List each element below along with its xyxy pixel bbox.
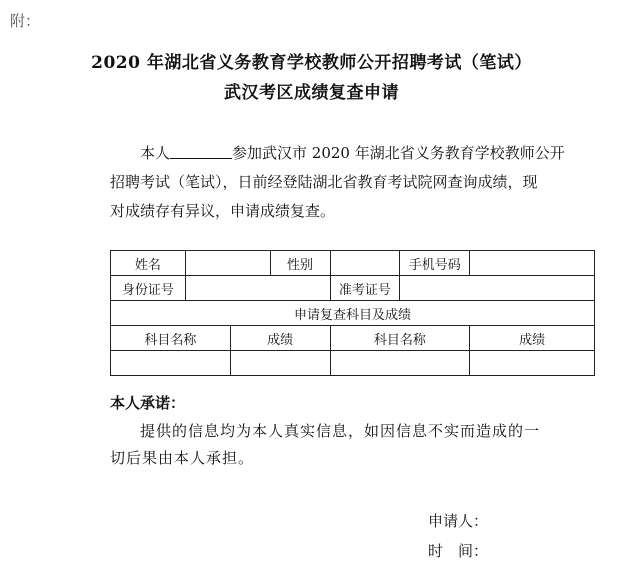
form-row-subject-entries	[111, 351, 595, 376]
application-form-table	[110, 250, 595, 376]
exam-number-field[interactable]	[400, 276, 595, 301]
application-line-3: 对成绩存有异议，申请成绩复查。	[110, 202, 336, 220]
pledge-line-2: 切后果由本人承担。	[110, 449, 255, 467]
score-header-1: 成绩	[230, 326, 330, 351]
pledge-paragraph	[110, 418, 585, 472]
date-label: 时 间：	[428, 542, 489, 560]
phone-label: 手机号码	[400, 251, 470, 276]
form-row-identity	[111, 276, 595, 301]
subject-name-field-1[interactable]	[111, 351, 231, 376]
id-number-field[interactable]	[185, 276, 330, 301]
score-header-2: 成绩	[470, 326, 595, 351]
attachment-label: 附：	[10, 12, 41, 30]
application-line-2: 招聘考试（笔试），日前经登陆湖北省教育考试院网查询成绩，现	[110, 173, 538, 191]
exam-number-label: 准考证号	[330, 276, 400, 301]
name-field[interactable]	[185, 251, 270, 276]
form-row-personal	[111, 251, 595, 276]
id-number-label: 身份证号	[111, 276, 186, 301]
application-text-1: 参加武汉市 2020 年湖北省义务教育学校教师公开	[232, 144, 565, 162]
score-field-2[interactable]	[470, 351, 595, 376]
form-row-section-header	[111, 301, 595, 326]
document-title-line-2: 武汉考区成绩复查申请	[224, 83, 399, 103]
score-field-1[interactable]	[230, 351, 330, 376]
applicant-signature-label: 申请人：	[428, 512, 489, 530]
phone-field[interactable]	[470, 251, 595, 276]
application-prefix: 本人	[140, 144, 171, 162]
application-line-1	[110, 139, 585, 168]
application-paragraph	[110, 139, 585, 226]
form-row-subject-headers	[111, 326, 595, 351]
pledge-line-1: 提供的信息均为本人真实信息，如因信息不实而造成的一	[140, 422, 541, 440]
subject-name-header-1: 科目名称	[111, 326, 231, 351]
name-blank[interactable]	[170, 144, 232, 159]
subject-name-field-2[interactable]	[330, 351, 470, 376]
pledge-heading: 本人承诺：	[110, 394, 186, 412]
review-section-header: 申请复查科目及成绩	[111, 301, 595, 326]
gender-field[interactable]	[330, 251, 400, 276]
subject-name-header-2: 科目名称	[330, 326, 470, 351]
document-title-line-1: 2020 年湖北省义务教育学校教师公开招聘考试（笔试）	[91, 53, 532, 73]
gender-label: 性别	[270, 251, 330, 276]
name-label: 姓名	[111, 251, 186, 276]
